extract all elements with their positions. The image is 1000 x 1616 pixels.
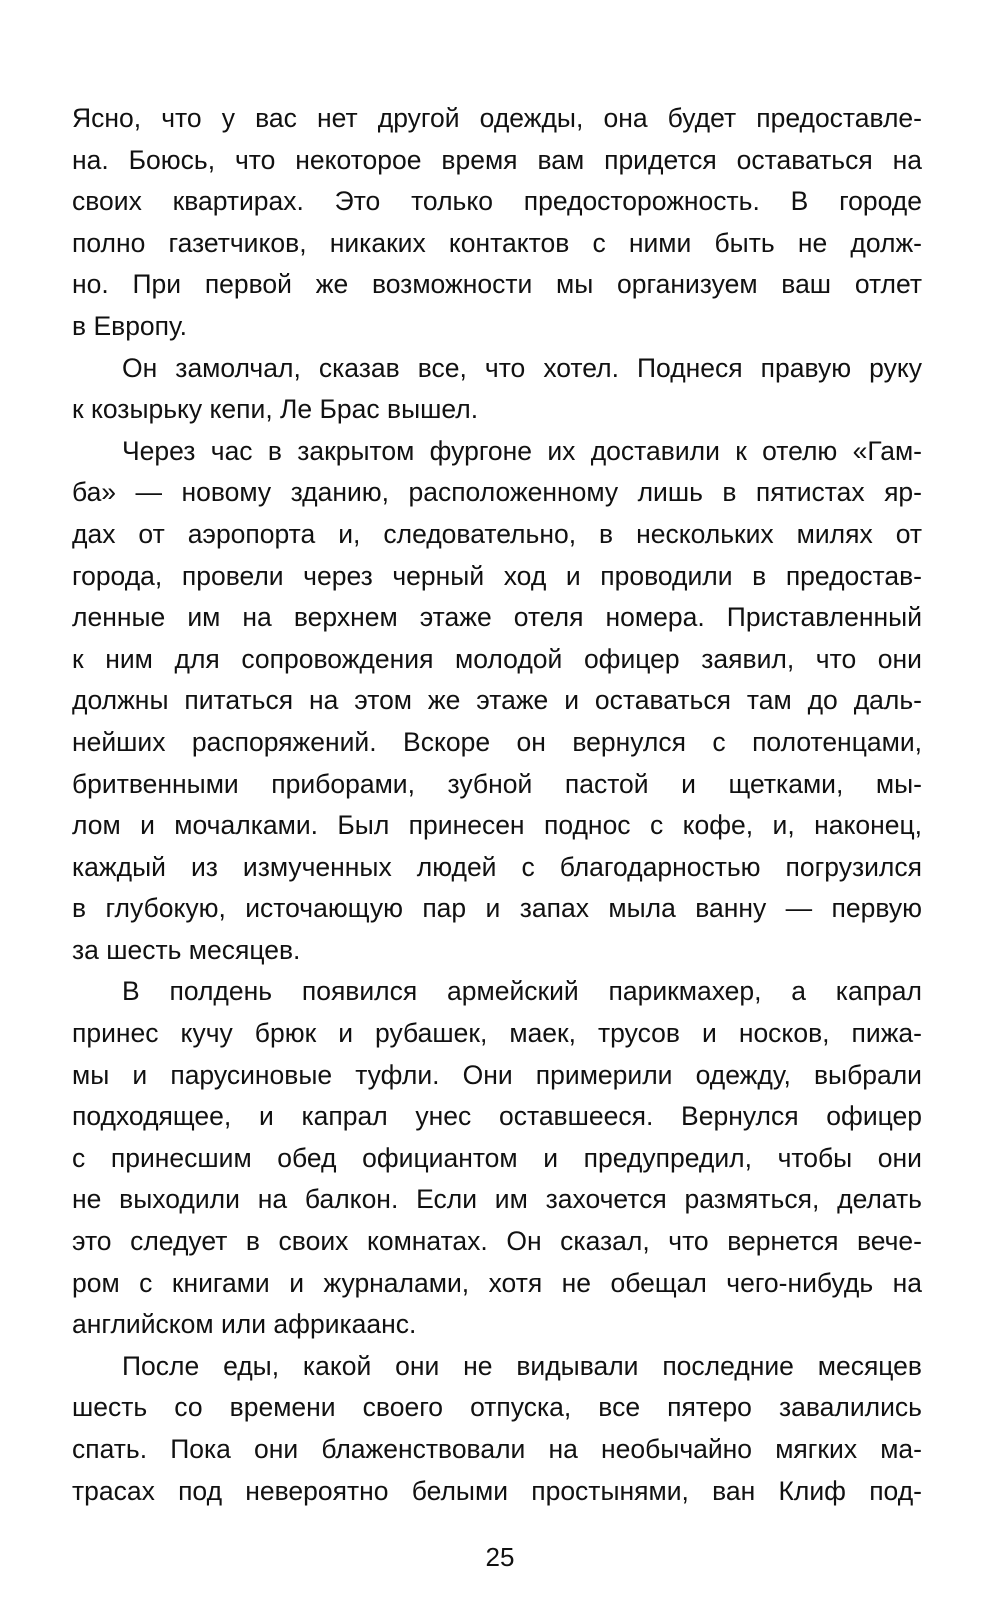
- text-line: но. При первой же возможности мы организуем ваш отлет: [72, 269, 922, 300]
- text-line: на. Боюсь, что некоторое время вам придется оставаться на: [72, 144, 922, 175]
- text-line: лом и мочалками. Был принесен поднос с кофе, и, наконец,: [72, 810, 922, 841]
- text-line: спать. Пока они блаженствовали на необычайно мягких ма-: [72, 1434, 922, 1464]
- text-line: своих квартирах. Это только предосторожность. В городе: [72, 186, 922, 217]
- text-line: к козырьку кепи, Ле Брас вышел.: [72, 394, 479, 425]
- body-text: [72, 98, 922, 1512]
- text-line: мы и парусиновые туфли. Они примерили одежду, выбрали: [72, 1059, 922, 1090]
- text-line: это следует в своих комнатах. Он сказал, что вернется вече-: [72, 1226, 922, 1257]
- text-line: каждый из измученных людей с благодарностью погрузился: [72, 851, 922, 882]
- text-line: должны питаться на этом же этаже и оставаться там до даль-: [72, 685, 922, 716]
- text-line: с принесшим обед официантом и предупредил, чтобы они: [72, 1142, 922, 1173]
- page-number: 25: [485, 1542, 515, 1572]
- paragraph: [72, 971, 922, 1345]
- text-line: полно газетчиков, никаких контактов с ними быть не долж-: [72, 227, 922, 258]
- text-line: бритвенными приборами, зубной пастой и щетками, мы-: [72, 768, 922, 799]
- text-line: трасах под невероятно белыми простынями, ван Клиф под-: [72, 1475, 922, 1506]
- paragraph: [72, 1346, 922, 1512]
- text-line: Через час в закрытом фургоне их доставили к отелю «Гам-: [122, 435, 922, 466]
- paragraph: [72, 348, 922, 431]
- text-line: После еды, какой они не видывали последние месяцев: [122, 1350, 922, 1381]
- text-line: дах от аэропорта и, следовательно, в нескольких милях от: [72, 518, 922, 549]
- text-line: нейших распоряжений. Вскоре он вернулся с полотенцами,: [72, 726, 922, 757]
- text-line: за шесть месяцев.: [72, 934, 301, 965]
- text-line: в глубокую, источающую пар и запах мыла ванну — первую: [72, 893, 922, 924]
- text-line: ленные им на верхнем этаже отеля номера. Приставленный: [72, 602, 922, 633]
- text-line: к ним для сопровождения молодой офицер заявил, что они: [72, 643, 922, 674]
- text-line: В полдень появился армейский парикмахер, а капрал: [122, 976, 922, 1007]
- text-line: города, провели через черный ход и проводили в предостав-: [72, 560, 922, 591]
- text-line: подходящее, и капрал унес оставшееся. Вернулся офицер: [72, 1101, 922, 1132]
- text-line: ба» — новому зданию, расположенному лишь в пятистах яр-: [72, 477, 922, 508]
- text-line: английском или африкаанс.: [72, 1309, 417, 1340]
- text-line: принес кучу брюк и рубашек, маек, трусов и носков, пижа-: [72, 1018, 922, 1049]
- paragraph: [72, 98, 922, 348]
- text-line: ром с книгами и журналами, хотя не обещал чего-нибудь на: [72, 1267, 922, 1298]
- text-line: в Европу.: [72, 310, 187, 341]
- paragraph: [72, 431, 922, 972]
- text-line: Он замолчал, сказав все, что хотел. Поднеся правую руку: [122, 352, 922, 383]
- text-line: Ясно, что у вас нет другой одежды, она будет предоставле-: [72, 103, 922, 133]
- text-line: шесть со времени своего отпуска, все пятеро завалились: [72, 1392, 922, 1423]
- text-line: не выходили на балкон. Если им захочется размяться, делать: [72, 1184, 922, 1215]
